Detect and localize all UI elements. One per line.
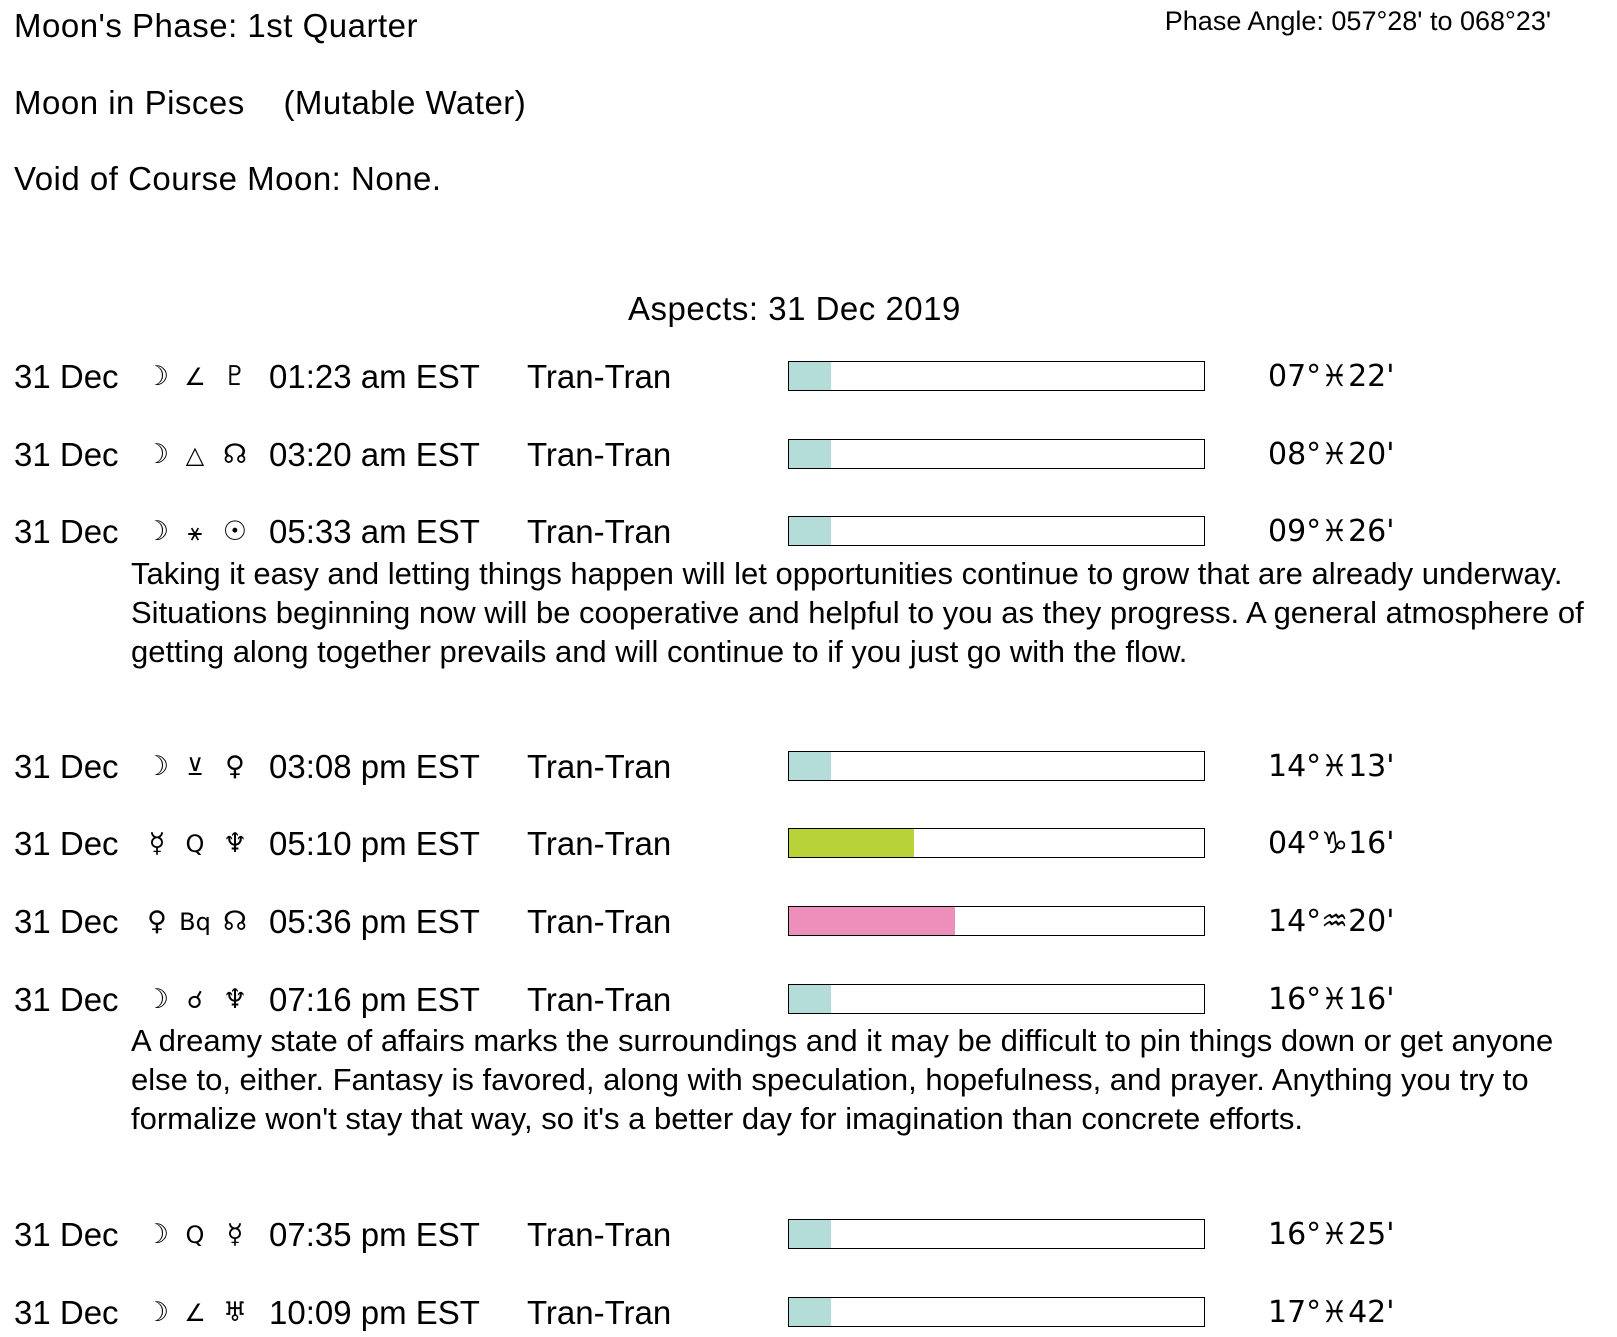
aspect-symbol-icon: Bq (179, 908, 211, 936)
aspect-symbol-icon: ⚹ (187, 518, 203, 546)
planet2-icon: ♀ (225, 751, 245, 782)
strength-bar (788, 439, 1205, 469)
aspect-time: 05:33 am EST (269, 513, 480, 550)
aspects-title: Aspects: 31 Dec 2019 (628, 290, 961, 327)
aspect-type: Tran-Tran (527, 513, 672, 550)
strength-bar-fill (789, 362, 831, 390)
aspect-row (0, 822, 1617, 866)
aspect-position: 09°♓26' (1268, 514, 1395, 549)
planet2-icon: ♇ (222, 361, 248, 392)
aspect-position: 14°♒20' (1268, 904, 1395, 939)
planet2-icon: ☿ (226, 1219, 244, 1250)
planet1-icon: ♀ (147, 906, 167, 937)
planet1-icon: ☽ (144, 984, 170, 1015)
aspect-date: 31 Dec (14, 903, 119, 940)
strength-bar-fill (789, 907, 955, 935)
strength-bar-fill (789, 829, 914, 857)
planet1-icon: ☽ (144, 1219, 170, 1250)
strength-bar (788, 906, 1205, 936)
strength-bar (788, 751, 1205, 781)
aspect-position: 16°♓25' (1268, 1217, 1395, 1252)
aspect-date: 31 Dec (14, 513, 119, 550)
aspect-date: 31 Dec (14, 436, 119, 473)
aspect-time: 01:23 am EST (269, 358, 480, 395)
strength-bar-fill (789, 985, 831, 1013)
planet2-icon: ♆ (222, 828, 248, 859)
planet1-icon: ☽ (144, 1297, 170, 1328)
aspect-symbol-icon: ⊻ (186, 753, 204, 781)
aspect-time: 05:36 pm EST (269, 903, 480, 940)
aspect-position: 07°♓22' (1268, 359, 1395, 394)
aspect-symbol-icon: ∠ (184, 1299, 206, 1327)
aspect-interpretation: A dreamy state of affairs marks the surroundings and it may be difficult to pin things down or get anyone else to, either. Fantasy is favored, along with speculation, hopefulness, and prayer. Anything you try to formalize won't stay that way, so it's a better day for imagination than concrete efforts. (131, 1023, 1554, 1136)
aspect-type: Tran-Tran (527, 825, 672, 862)
planet1-icon: ☽ (144, 361, 170, 392)
aspect-symbol-icon: ☌ (186, 986, 204, 1014)
strength-bar-fill (789, 517, 831, 545)
moon-sign: Moon in Pisces (Mutable Water) (14, 84, 527, 121)
aspect-row (0, 1213, 1617, 1257)
strength-bar-fill (789, 1220, 831, 1248)
aspect-symbol-icon: △ (185, 441, 205, 469)
aspect-row (0, 978, 1617, 1022)
strength-bar (788, 516, 1205, 546)
aspect-row (0, 745, 1617, 789)
planet2-icon: ☊ (223, 906, 247, 937)
aspect-type: Tran-Tran (527, 1294, 672, 1331)
aspect-position: 14°♓13' (1268, 749, 1395, 784)
aspect-symbol-icon: Q (185, 830, 205, 858)
planet1-icon: ☽ (144, 751, 170, 782)
aspect-position: 04°♑16' (1268, 826, 1395, 861)
planet1-icon: ☽ (144, 516, 170, 547)
strength-bar (788, 1219, 1205, 1249)
void-of-course: Void of Course Moon: None. (14, 160, 442, 197)
aspect-position: 16°♓16' (1268, 982, 1395, 1017)
aspect-type: Tran-Tran (527, 436, 672, 473)
moon-phase: Moon's Phase: 1st Quarter (14, 7, 418, 44)
aspect-date: 31 Dec (14, 825, 119, 862)
aspect-position: 17°♓42' (1268, 1295, 1395, 1330)
phase-angle: Phase Angle: 057°28' to 068°23' (1164, 6, 1551, 36)
planet2-icon: ☉ (222, 516, 248, 547)
aspect-time: 03:08 pm EST (269, 748, 480, 785)
aspect-date: 31 Dec (14, 358, 119, 395)
aspect-date: 31 Dec (14, 1294, 119, 1331)
strength-bar-fill (789, 752, 831, 780)
strength-bar (788, 361, 1205, 391)
aspect-row (0, 433, 1617, 477)
aspect-type: Tran-Tran (527, 981, 672, 1018)
aspect-type: Tran-Tran (527, 358, 672, 395)
aspect-date: 31 Dec (14, 1216, 119, 1253)
aspect-date: 31 Dec (14, 748, 119, 785)
aspect-type: Tran-Tran (527, 903, 672, 940)
aspect-time: 03:20 am EST (269, 436, 480, 473)
aspect-type: Tran-Tran (527, 1216, 672, 1253)
aspect-type: Tran-Tran (527, 748, 672, 785)
aspect-row (0, 1291, 1617, 1335)
planet2-icon: ☊ (223, 439, 247, 470)
planet2-icon: ♅ (222, 1297, 248, 1328)
strength-bar (788, 984, 1205, 1014)
planet1-icon: ☽ (144, 439, 170, 470)
aspect-symbol-icon: Q (185, 1221, 205, 1249)
aspect-row (0, 355, 1617, 399)
aspect-row (0, 900, 1617, 944)
aspect-row (0, 510, 1617, 554)
planet1-icon: ☿ (148, 828, 166, 859)
aspect-position: 08°♓20' (1268, 437, 1395, 472)
aspect-time: 07:16 pm EST (269, 981, 480, 1018)
aspect-time: 10:09 pm EST (269, 1294, 480, 1331)
strength-bar-fill (789, 440, 831, 468)
aspect-interpretation: Taking it easy and letting things happen will let opportunities continue to grow that are already underway. Situations beginning now will be cooperative and helpful to you as they progress. A general atmosphere of getting along together prevails and will continue to if you just go with the flow. (131, 556, 1584, 669)
strength-bar (788, 1297, 1205, 1327)
aspect-symbol-icon: ∠ (184, 363, 206, 391)
aspect-date: 31 Dec (14, 981, 119, 1018)
strength-bar (788, 828, 1205, 858)
planet2-icon: ♆ (222, 984, 248, 1015)
aspect-time: 07:35 pm EST (269, 1216, 480, 1253)
strength-bar-fill (789, 1298, 831, 1326)
aspect-time: 05:10 pm EST (269, 825, 480, 862)
